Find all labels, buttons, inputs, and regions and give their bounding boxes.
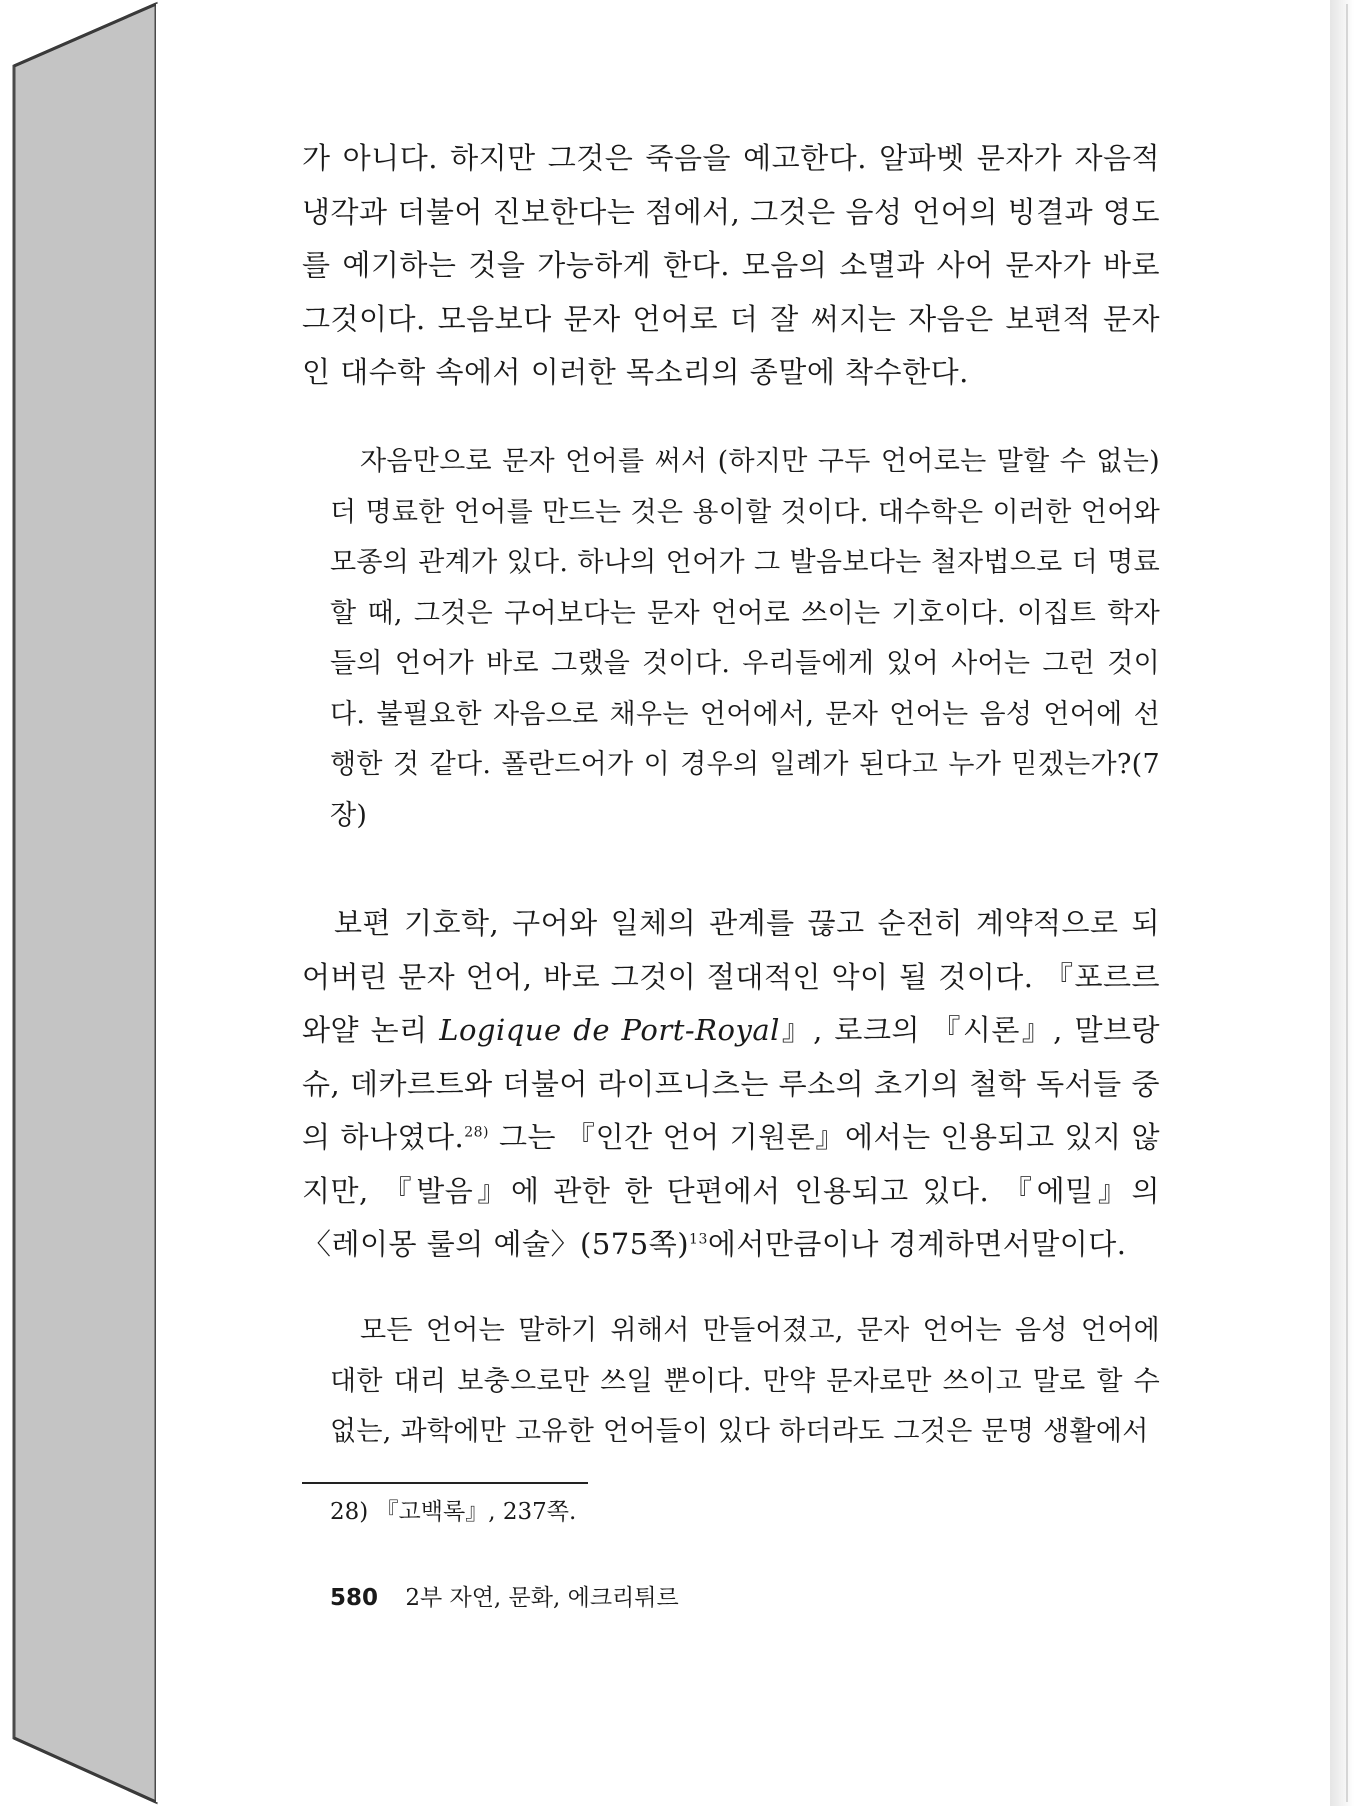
block-quote-1 bbox=[330, 437, 1160, 841]
footnote-ref-28: 28) bbox=[464, 1124, 490, 1141]
paragraph-1 bbox=[302, 132, 1160, 400]
page-number: 580 bbox=[330, 1585, 379, 1611]
italic-title: Logique de Port-Royal bbox=[439, 1013, 780, 1047]
book-spine-side bbox=[0, 0, 160, 1806]
block-quote-1-text: 자음만으로 문자 언어를 써서 (하지만 구두 언어로는 말할 수 없는) 더 명료한 언어를 만드는 것은 용이할 것이다. 대수학은 이러한 언어와 모종의 관계가 있다. 하나의 언어가 그 발음보다는 철자법으로 더 명료할 때, 그것은 구어보다는 문자 언어로 쓰이는 기호이다. 이집트 학자들의 언어가 바로 그랬을 것이다. 우리들에게 있어 사어는 그런 것이다. 불필요한 자음으로 채우는 언어에서, 문자 언어는 음성 언어에 선행한 것 같다. 폴란드어가 이 경우의 일례가 된다고 누가 믿겠는가?(7장) bbox=[330, 446, 1160, 831]
note-ref-13: 13 bbox=[689, 1231, 708, 1248]
paragraph-1-text: 가 아니다. 하지만 그것은 죽음을 예고한다. 알파벳 문자가 자음적 냉각과 더불어 진보한다는 점에서, 그것은 음성 언어의 빙결과 영도를 예기하는 것을 가능하게 한다. 모음의 소멸과 사어 문자가 바로 그것이다. 모음보다 문자 언어로 더 잘 써지는 자음은 보편적 문자인 대수학 속에서 이러한 목소리의 종말에 착수한다. bbox=[302, 141, 1160, 389]
paragraph-2-part-d: 에서만큼이나 경계하면서말이다. bbox=[707, 1227, 1127, 1261]
paragraph-2 bbox=[302, 897, 1160, 1272]
paragraph-2-part-b: 』, 로크의 『시론』, 말브랑슈, 데카르트와 더불어 라이프니츠는 루소의 초기의 철학 독서들 중의 하나였다. bbox=[302, 1013, 1160, 1154]
paragraph-2-text bbox=[302, 897, 1160, 1272]
running-footer bbox=[330, 1578, 679, 1618]
footnote-divider bbox=[302, 1482, 588, 1484]
section-title: 2부 자연, 문화, 에크리튀르 bbox=[405, 1585, 679, 1611]
paragraph-2-part-a: 보편 기호학, 구어와 일체의 관계를 끊고 순전히 계약적으로 되어버린 문자 언어, 바로 그것이 절대적인 악이 될 것이다. 『포르르와얄 논리 bbox=[302, 906, 1160, 1047]
page-edge-shadow bbox=[1330, 0, 1354, 1806]
block-quote-2-text: 모든 언어는 말하기 위해서 만들어졌고, 문자 언어는 음성 언어에 대한 대리 보충으로만 쓰일 뿐이다. 만약 문자로만 쓰이고 말로 할 수 없는, 과학에만 고유한 언어들이 있다 하더라도 그것은 문명 생활에서 bbox=[330, 1315, 1160, 1447]
paragraph-2-part-c: 그는 『인간 언어 기원론』에서는 인용되고 있지 않지만, 『발음』에 관한 한 단편에서 인용되고 있다. 『에밀』의 〈레이몽 룰의 예술〉(575쪽) bbox=[302, 1120, 1160, 1261]
footnote-28: 28) 『고백록』, 237쪽. bbox=[330, 1499, 577, 1525]
block-quote-2 bbox=[330, 1306, 1160, 1458]
